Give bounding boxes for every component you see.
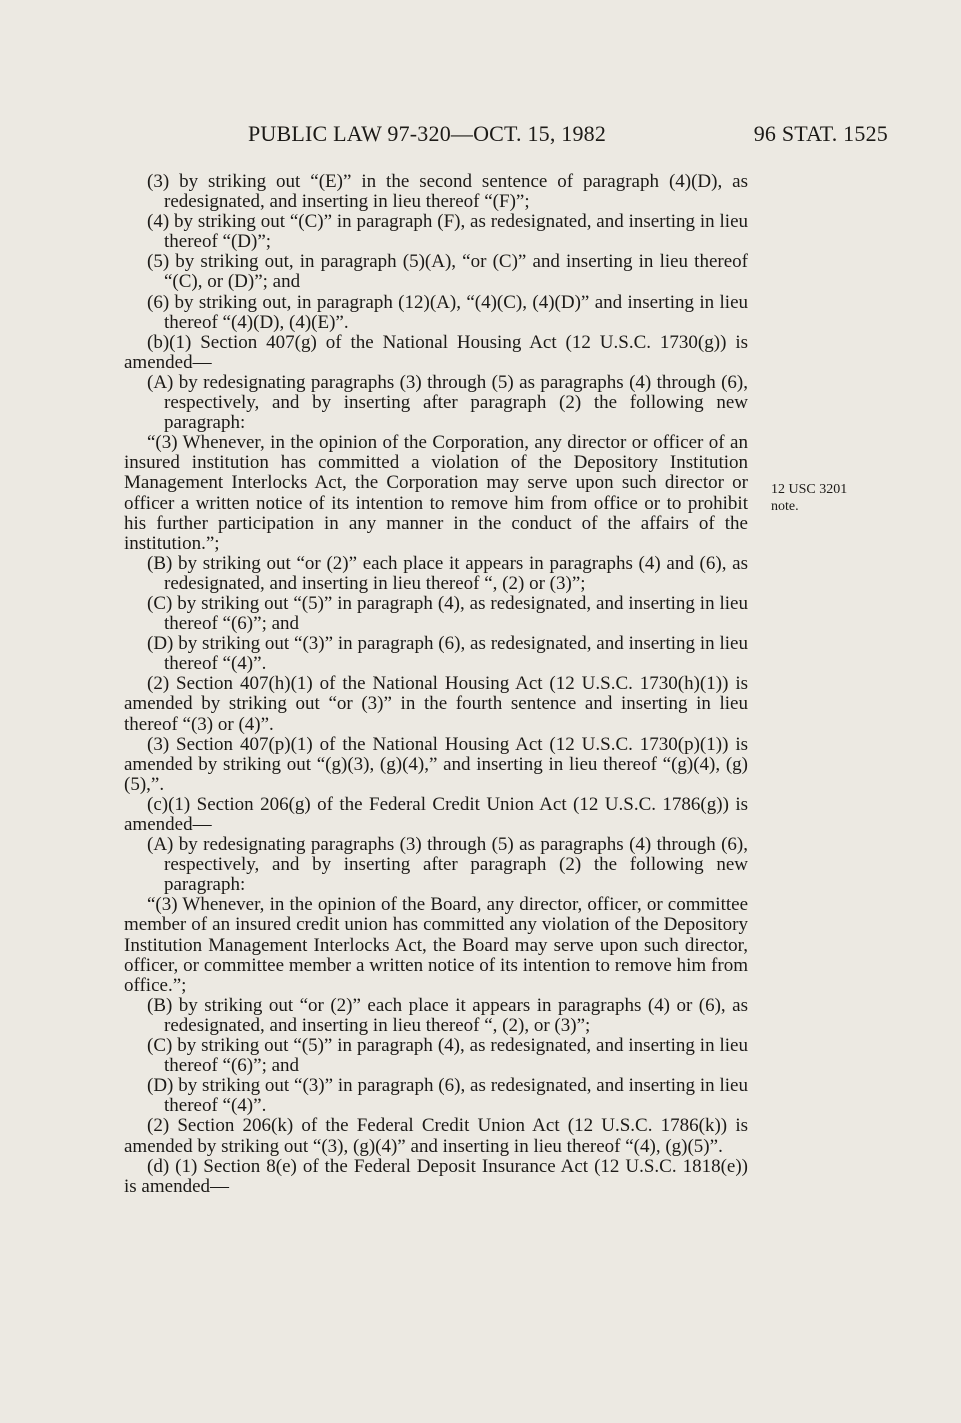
paragraph: (5) by striking out, in paragraph (5)(A), “or (C)” and inserting in lieu thereof “(C), or (D)”; and (147, 251, 748, 293)
paragraph: (6) by striking out, in paragraph (12)(A), “(4)(C), (4)(D)” and inserting in lieu thereof “(4)(D), (4)(E)”. (147, 291, 748, 333)
paragraph: (C) by striking out “(5)” in paragraph (4), as redesignated, and inserting in lieu thereof “(6)”; and (147, 592, 748, 635)
paragraph: (B) by striking out “or (2)” each place it appears in paragraphs (4) and (6), as redesignated, and inserting in lieu thereof “, (2) or (3)”; (147, 552, 748, 594)
paragraph: (c)(1) Section 206(g) of the Federal Credit Union Act (12 U.S.C. 1786(g)) is amended— (124, 793, 748, 835)
paragraph: (b)(1) Section 407(g) of the National Housing Act (12 U.S.C. 1730(g)) is amended— (124, 331, 748, 373)
paragraph: (D) by striking out “(3)” in paragraph (6), as redesignated, and inserting in lieu thereof “(4)”. (147, 633, 748, 675)
margin-citation-code: 12 USC 3201 (771, 482, 848, 497)
paragraph: (2) Section 206(k) of the Federal Credit Union Act (12 U.S.C. 1786(k)) is amended by striking out “(3), (g)(4)” and inserting in lieu thereof “(4), (g)(5)”. (124, 1115, 748, 1157)
paragraph: (d) (1) Section 8(e) of the Federal Deposit Insurance Act (12 U.S.C. 1818(e)) is amended— (124, 1155, 748, 1197)
statute-body (124, 172, 748, 1197)
paragraph: (D) by striking out “(3)” in paragraph (6), as redesignated, and inserting in lieu thereof “(4)”. (147, 1075, 748, 1117)
paragraph: (3) Section 407(p)(1) of the National Housing Act (12 U.S.C. 1730(p)(1)) is amended by striking out “(g)(3), (g)(4),” and inserting in lieu thereof “(g)(4), (g) (5),”. (124, 733, 748, 795)
page-title: PUBLIC LAW 97-320—OCT. 15, 1982 (248, 121, 607, 146)
margin-citation (771, 481, 881, 515)
paragraph: (4) by striking out “(C)” in paragraph (F), as redesignated, and inserting in lieu thereof “(D)”; (147, 211, 748, 253)
statute-page-number: 96 STAT. 1525 (753, 121, 888, 146)
paragraph: (A) by redesignating paragraphs (3) through (5) as paragraphs (4) through (6), respectively, and by inserting after paragraph (2) the following new paragraph: (147, 371, 748, 434)
margin-citation-note: note. (771, 499, 799, 514)
paragraph: (A) by redesignating paragraphs (3) through (5) as paragraphs (4) through (6), respectively, and by inserting after paragraph (2) the following new paragraph: (147, 834, 748, 896)
paragraph: (2) Section 407(h)(1) of the National Housing Act (12 U.S.C. 1730(h)(1)) is amended by striking out “or (3)” in the fourth sentence and inserting in lieu thereof “(3) or (4)”. (124, 673, 748, 735)
paragraph: (B) by striking out “or (2)” each place it appears in paragraphs (4) or (6), as redesignated, and inserting in lieu thereof “, (2), or (3)”; (147, 994, 748, 1036)
paragraph: (C) by striking out “(5)” in paragraph (4), as redesignated, and inserting in lieu thereof “(6)”; and (147, 1035, 748, 1077)
page-header (248, 121, 888, 151)
paragraph: (3) by striking out “(E)” in the second sentence of paragraph (4)(D), as redesignated, and inserting in lieu thereof “(F)”; (147, 171, 748, 213)
paragraph: “(3) Whenever, in the opinion of the Board, any director, officer, or committee member of an insured credit union has committed any violation of the Depository Institution Management Interlocks Act, the Board may serve upon such director, officer, or committee member a written notice of its intention to remove him from office.”; (124, 894, 748, 996)
paragraph: “(3) Whenever, in the opinion of the Corporation, any director or officer of an insured institution has committed a violation of the Depository Institution Management Interlocks Act, the Corporation may serve upon such director or officer a written notice of its intention to remove him from office or to prohibit his further participation in any manner in the conduct of the affairs of the institution.”; (124, 432, 748, 554)
